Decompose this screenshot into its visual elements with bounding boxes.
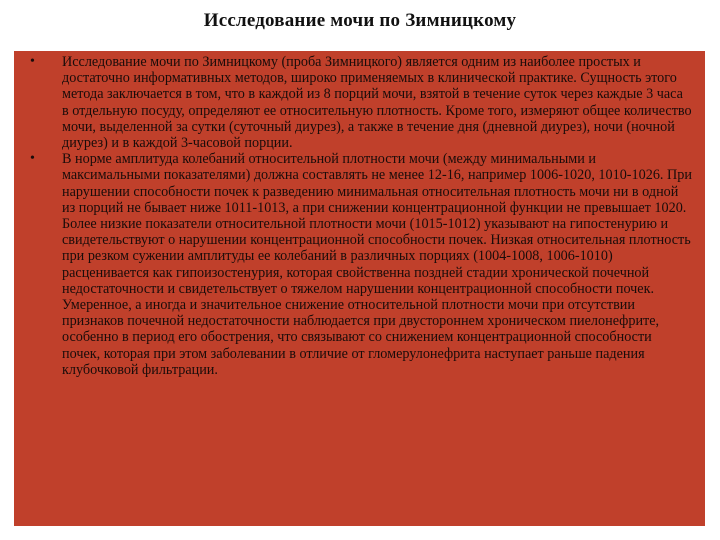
content-panel bbox=[14, 51, 705, 526]
bullet-item-2 bbox=[26, 151, 693, 378]
bullet-text-2: В норме амплитуда колебаний относительной плотности мочи (между минимальными и максимальными показателями) должна составлять не менее 12-16, например 1006-1020, 1010-1026. При нарушении способности почек к разведению минимальная относительная плотность мочи ни в одной из порций не бывает ниже 1011-1013, а при снижении концентрационной функции не превышает 1020. Более низкие показатели относительной плотности мочи (1015-1012) указывают на гипостенурию и свидетельствуют о нарушении концентрационной способности почек. Низкая относительная плотность при резком сужении амплитуды ее колебаний в различных порциях (1004-1008, 1006-1010) расценивается как гипоизостенурия, которая свойственна поздней стадии хронической почечной недостаточности и свидетельствует о тяжелом нарушении концентрационной способности почек. Умеренное, а иногда и значительное снижение относительной плотности мочи при отсутствии признаков почечной недостаточности наблюдается при двустороннем хроническом пиелонефрите, особенно в период его обострения, что связывают со снижением концентрационной способности почек, которая при этом заболевании в отличие от гломерулонефрита наступает раньше падения клубочковой фильтрации. bbox=[62, 151, 692, 378]
bullet-marker: • bbox=[30, 151, 35, 167]
bullet-text-1: Исследование мочи по Зимницкому (проба Зимницкого) является одним из наиболее простых и достаточно информативных методов, широко применяемых в клинической практике. Сущность этого метода заключается в том, что в каждой из 8 порций мочи, взятой в течение суток через каждые 3 часа в отдельную посуду, определяют ее относительную плотность. Кроме того, измеряют общее количество мочи, выделенной за сутки (суточный диурез), а также в течение дня (дневной диурез), ночи (ночной диурез) и в каждой 3-часовой порции. bbox=[62, 54, 692, 152]
bullet-item-1 bbox=[26, 54, 693, 151]
slide-title: Исследование мочи по Зимницкому bbox=[203, 10, 517, 31]
bullet-list bbox=[26, 54, 693, 378]
bullet-marker: • bbox=[30, 54, 35, 69]
